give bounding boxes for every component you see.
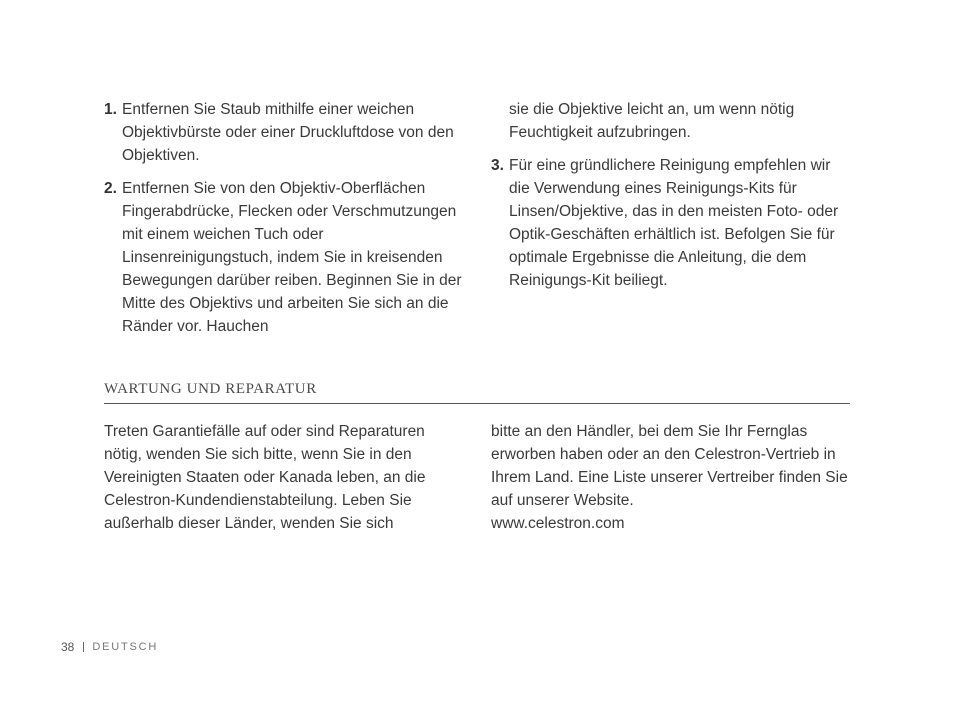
cleaning-step-3 [491, 154, 851, 292]
step-number: 2. [104, 180, 117, 197]
cleaning-step-2 [104, 177, 464, 338]
website-link[interactable]: www.celestron.com [491, 515, 625, 532]
step-text: Für eine gründlichere Reinigung empfehlen wir die Verwendung eines Reinigungs-Kits für Linsen/Objektive, das in den meisten Foto- oder Optik-Geschäften erhältlich ist. Befolgen Sie für optimale Ergebnisse die Anleitung, die dem Reinigungs-Kit beiliegt. [509, 157, 839, 289]
maintenance-section-heading: WARTUNG UND REPARATUR [104, 381, 850, 404]
maintenance-left-column [104, 420, 464, 535]
step-number: 3. [491, 157, 504, 174]
page-footer [61, 640, 158, 654]
step-text: Entfernen Sie Staub mithilfe einer weichen Objektivbürste oder einer Druckluftdose von den Objektiven. [122, 101, 454, 164]
maintenance-paragraph-left: Treten Garantiefälle auf oder sind Reparaturen nötig, wenden Sie sich bitte, wenn Sie in den Vereinigten Staaten oder Kanada leben, an die Celestron-Kundendienstabteilung. Leben Sie außerhalb dieser Länder, wenden Sie sich [104, 423, 426, 532]
maintenance-right-column [491, 420, 861, 535]
maintenance-paragraph-right: bitte an den Händler, bei dem Sie Ihr Fernglas erworben haben oder an den Celestron-Vertrieb in Ihrem Land. Eine Liste unserer Vertreiber finden Sie auf unserer Website. [491, 423, 848, 509]
cleaning-steps-right-column [491, 98, 851, 302]
step-text: Entfernen Sie von den Objektiv-Oberflächen Fingerabdrücke, Flecken oder Verschmutzungen mit einem weichen Tuch oder Linsenreinigungstuch, indem Sie in kreisenden Bewegungen darüber reiben. Beginnen Sie in der Mitte des Objektivs und arbeiten Sie sich an die Ränder vor. Hauchen [122, 180, 462, 335]
page-number: 38 [61, 640, 75, 654]
cleaning-step-1 [104, 98, 464, 167]
step-number: 1. [104, 101, 117, 118]
footer-language: DEUTSCH [92, 641, 159, 653]
cleaning-steps-left-column [104, 98, 464, 348]
footer-divider [83, 642, 84, 652]
cleaning-step-2-continuation: sie die Objektive leicht an, um wenn nötig Feuchtigkeit aufzubringen. [509, 101, 795, 141]
